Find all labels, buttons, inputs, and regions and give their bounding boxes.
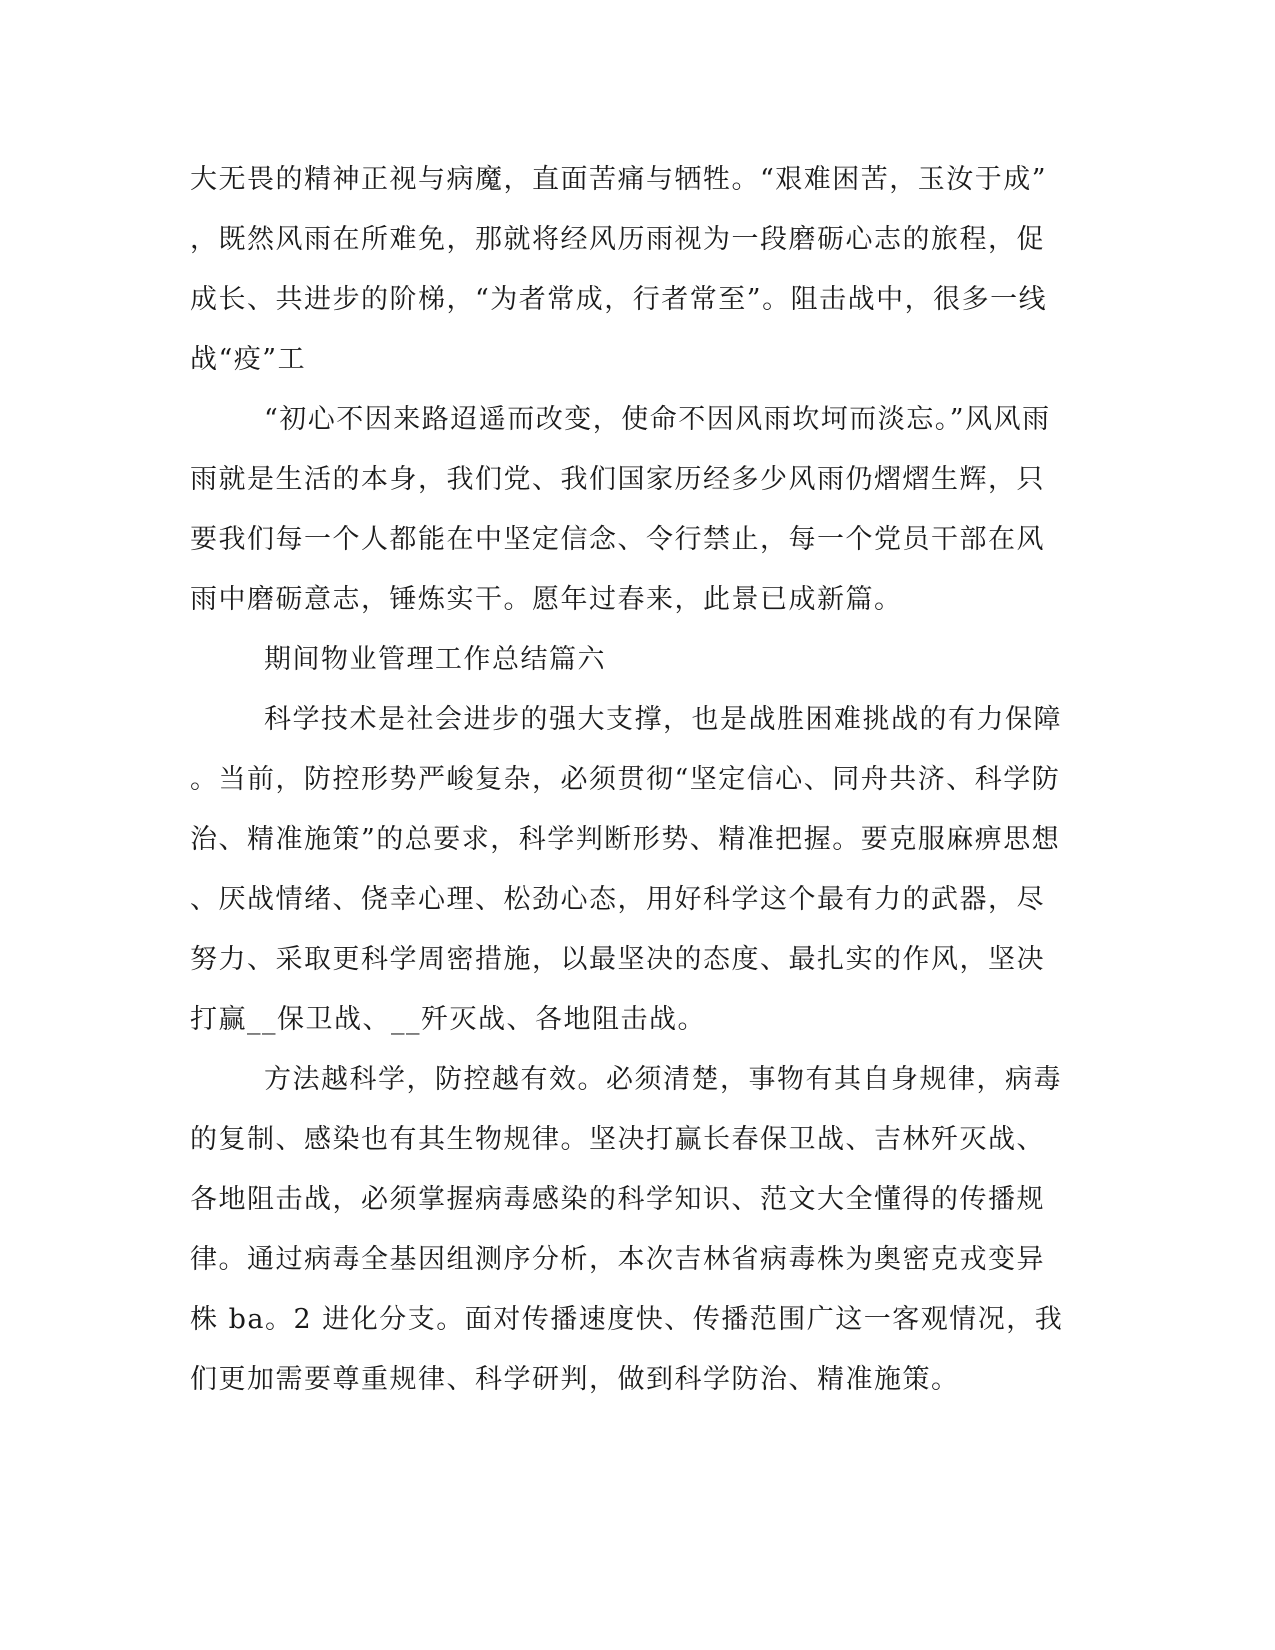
paragraph-4-line-1: 方法越科学，防控越有效。必须清楚，事物有其自身规律，病毒 bbox=[264, 1064, 1062, 1095]
paragraph-1-line-3: 成长、共进步的阶梯，“为者常成，行者常至”。阻击战中，很多一线 bbox=[190, 284, 1048, 315]
paragraph-3-line-5: 努力、采取更科学周密措施，以最坚决的态度、最扎实的作风，坚决 bbox=[190, 944, 1045, 975]
paragraph-4-line-4: 律。通过病毒全基因组测序分析，本次吉林省病毒株为奥密克戎变异 bbox=[190, 1244, 1045, 1275]
paragraph-2-line-2: 雨就是生活的本身，我们党、我们国家历经多少风雨仍熠熠生辉，只 bbox=[190, 464, 1045, 495]
paragraph-2-line-1: “初心不因来路迢遥而改变，使命不因风雨坎坷而淡忘。”风风雨 bbox=[264, 404, 1051, 435]
paragraph-2-line-3: 要我们每一个人都能在中坚定信念、令行禁止，每一个党员干部在风 bbox=[190, 524, 1045, 555]
paragraph-4-line-2: 的复制、感染也有其生物规律。坚决打赢长春保卫战、吉林歼灭战、 bbox=[190, 1124, 1045, 1155]
section-heading: 期间物业管理工作总结篇六 bbox=[264, 644, 606, 675]
paragraph-1-line-2: ，既然风雨在所难免，那就将经风历雨视为一段磨砺心志的旅程，促 bbox=[190, 224, 1045, 255]
paragraph-1-line-1: 大无畏的精神正视与病魔，直面苦痛与牺牲。“艰难困苦，玉汝于成” bbox=[190, 164, 1048, 195]
paragraph-1-line-4: 战“疫”工 bbox=[190, 344, 307, 375]
paragraph-3-line-1: 科学技术是社会进步的强大支撑，也是战胜困难挑战的有力保障 bbox=[264, 704, 1062, 735]
paragraph-3-line-6: 打赢__保卫战、__歼灭战、各地阻击战。 bbox=[190, 1004, 706, 1035]
paragraph-3-line-4: 、厌战情绪、侥幸心理、松劲心态，用好科学这个最有力的武器，尽 bbox=[190, 884, 1045, 915]
paragraph-3-line-2: 。当前，防控形势严峻复杂，必须贯彻“坚定信心、同舟共济、科学防 bbox=[190, 764, 1061, 795]
paragraph-4-line-6: 们更加需要尊重规律、科学研判，做到科学防治、精准施策。 bbox=[190, 1364, 960, 1395]
paragraph-3-line-3: 治、精准施策”的总要求，科学判断形势、精准把握。要克服麻痹思想 bbox=[190, 824, 1061, 855]
paragraph-2-line-4: 雨中磨砺意志，锤炼实干。愿年过春来，此景已成新篇。 bbox=[190, 584, 903, 615]
paragraph-4-line-5: 株 ba。2 进化分支。面对传播速度快、传播范围广这一客观情况，我 bbox=[190, 1304, 1064, 1335]
paragraph-4-line-3: 各地阻击战，必须掌握病毒感染的科学知识、范文大全懂得的传播规 bbox=[190, 1184, 1045, 1215]
